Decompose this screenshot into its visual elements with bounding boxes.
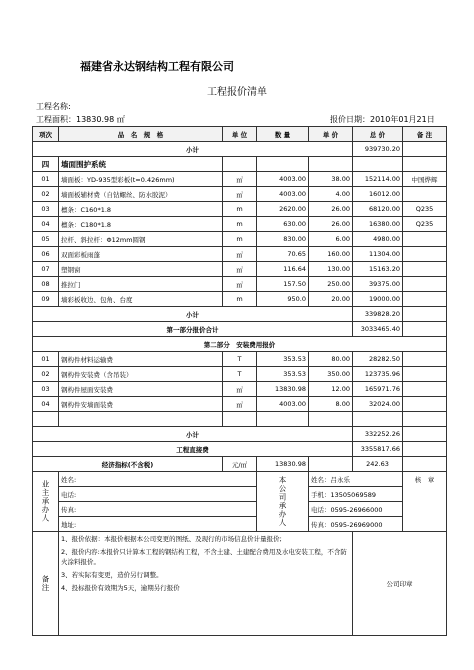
company-seal: 公司印章 (353, 532, 447, 636)
item-total: 16012.00 (353, 187, 403, 202)
header-cell: 数 量 (257, 127, 309, 142)
item-remark (403, 277, 447, 292)
item-unit: T (223, 367, 257, 382)
item-remark (403, 247, 447, 262)
part1-total-value: 3033465.40 (353, 322, 403, 337)
subtotal-label: 小计 (33, 307, 353, 322)
client-fax: 传真: (59, 502, 257, 517)
item-remark (403, 232, 447, 247)
item-unit: m (223, 202, 257, 217)
header-cell: 品 名 规 格 (59, 127, 223, 142)
company-name: 福建省永达钢结构工程有限公司 (80, 60, 234, 73)
item-name: 檩条：C180*1.8 (59, 217, 223, 232)
table-row (33, 172, 447, 187)
part1-total-label: 第一部分报价合计 (33, 322, 353, 337)
table-row (33, 202, 447, 217)
item-unit-price: 26.00 (309, 202, 353, 217)
item-name: 推拉门 (59, 277, 223, 292)
item-remark (403, 187, 447, 202)
item-total: 28282.50 (353, 352, 403, 367)
company-mobile: 手机：13505069589 (309, 487, 403, 502)
item-total: 32024.00 (353, 397, 403, 412)
note-item: 4、投标报价有效期为5天，逾期另行报价 (61, 584, 180, 592)
header-cell: 备 注 (403, 127, 447, 142)
item-remark (403, 397, 447, 412)
seal-label: 核 章 (403, 472, 447, 532)
item-remark: 中国烨辉 (403, 172, 447, 187)
part2-title-row (33, 337, 447, 352)
direct-cost-row (33, 442, 447, 457)
notes-row (33, 532, 447, 636)
company-fax: 传真：0595-26969000 (309, 517, 403, 532)
item-quantity: 353.53 (257, 367, 309, 382)
header-cell: 单 位 (223, 127, 257, 142)
item-number: 06 (33, 247, 59, 262)
econ-value: 242.63 (353, 457, 403, 472)
notes-list (59, 532, 353, 636)
item-quantity: 4003.00 (257, 187, 309, 202)
item-total: 16380.00 (353, 217, 403, 232)
part2-title: 第二部分 安装费用报价 (33, 337, 447, 352)
item-quantity: 4003.00 (257, 172, 309, 187)
item-unit-price: 26.00 (309, 217, 353, 232)
item-unit: ㎡ (223, 397, 257, 412)
subtotal-row (33, 307, 447, 322)
company-phone: 电话：0595-26966000 (309, 502, 403, 517)
item-total: 123735.96 (353, 367, 403, 382)
client-name: 姓名: (59, 472, 257, 487)
header-cell: 项次 (33, 127, 59, 142)
company-side-label: 本公司承办人 (257, 472, 309, 532)
item-name: 墙面板：YD-935型彩板(t=0.426mm) (59, 172, 223, 187)
item-unit-price: 80.00 (309, 352, 353, 367)
item-total: 11304.00 (353, 247, 403, 262)
client-side-label: 业主承办人 (33, 472, 59, 532)
table-header-row (33, 127, 447, 142)
item-quantity: 2620.00 (257, 202, 309, 217)
item-unit: ㎡ (223, 247, 257, 262)
item-name: 檩条：C160*1.8 (59, 202, 223, 217)
item-unit-price: 20.00 (309, 292, 353, 307)
company-contact-name: 姓名：吕永乐 (309, 472, 403, 487)
item-unit-price: 350.00 (309, 367, 353, 382)
item-quantity: 830.00 (257, 232, 309, 247)
contact-row (33, 487, 447, 502)
item-unit-price: 130.00 (309, 262, 353, 277)
project-area: 工程面积：13830.98 ㎡ (36, 115, 125, 124)
item-unit: m (223, 232, 257, 247)
item-name: 双面彩板雨蓬 (59, 247, 223, 262)
item-name: 拉杆、斜拉杆：Φ12mm圆钢 (59, 232, 223, 247)
contact-row (33, 502, 447, 517)
item-number: 02 (33, 187, 59, 202)
item-unit: T (223, 352, 257, 367)
item-name: 钢构件材料运输费 (59, 352, 223, 367)
econ-area: 13830.98 (257, 457, 309, 472)
table-row (33, 352, 447, 367)
wall-items (33, 172, 447, 307)
item-unit-price: 250.00 (309, 277, 353, 292)
item-quantity: 116.64 (257, 262, 309, 277)
quote-table (32, 126, 447, 636)
item-name: 墙彩板收边、包角、台度 (59, 292, 223, 307)
blank-row (33, 412, 447, 427)
section-number: 四 (33, 157, 59, 172)
subtotal-label: 小计 (33, 142, 353, 157)
item-unit: ㎡ (223, 187, 257, 202)
econ-row (33, 457, 447, 472)
item-number: 05 (33, 232, 59, 247)
item-unit: ㎡ (223, 277, 257, 292)
item-remark (403, 382, 447, 397)
item-remark (403, 292, 447, 307)
item-unit: ㎡ (223, 172, 257, 187)
notes-side-label: 备注 (33, 532, 59, 636)
item-number: 04 (33, 397, 59, 412)
table-row (33, 382, 447, 397)
item-number: 01 (33, 172, 59, 187)
item-total: 39375.00 (353, 277, 403, 292)
table-row (33, 232, 447, 247)
item-remark (403, 367, 447, 382)
item-remark (403, 352, 447, 367)
item-unit-price: 160.00 (309, 247, 353, 262)
item-number: 07 (33, 262, 59, 277)
item-number: 02 (33, 367, 59, 382)
contact-row (33, 472, 447, 487)
item-name: 墙面板辅材费（自钻螺丝、防水胶泥） (59, 187, 223, 202)
item-total: 68120.00 (353, 202, 403, 217)
item-number: 04 (33, 217, 59, 232)
part1-total-row (33, 322, 447, 337)
item-number: 03 (33, 382, 59, 397)
item-total: 15163.20 (353, 262, 403, 277)
direct-cost-label: 工程直接费 (33, 442, 353, 457)
client-phone: 电话: (59, 487, 257, 502)
subtotal-value: 939730.20 (353, 142, 403, 157)
item-unit: m (223, 217, 257, 232)
item-quantity: 157.50 (257, 277, 309, 292)
note-item: 1、报价依据：本报价根据本公司变更的图纸、及现行的市场信息价计量报价; (61, 535, 282, 543)
item-number: 08 (33, 277, 59, 292)
project-name-label: 工程名称: (36, 102, 71, 111)
table-row (33, 217, 447, 232)
item-quantity: 950.0 (257, 292, 309, 307)
table-row (33, 367, 447, 382)
item-name: 塑钢窗 (59, 262, 223, 277)
item-total: 165971.76 (353, 382, 403, 397)
item-number: 09 (33, 292, 59, 307)
subtotal-label: 小计 (33, 427, 353, 442)
item-unit: m (223, 292, 257, 307)
item-unit: ㎡ (223, 382, 257, 397)
item-unit-price: 4.00 (309, 187, 353, 202)
note-item: 2、报价内容:本报价只计算本工程的钢结构工程，不含土建、土建配合费用及水电安装工程，不含防火涂料报价。 (61, 548, 347, 566)
section-title: 墙面围护系统 (59, 157, 223, 172)
direct-cost-value: 3355817.66 (353, 442, 403, 457)
item-total: 152114.00 (353, 172, 403, 187)
table-row (33, 247, 447, 262)
item-unit: ㎡ (223, 262, 257, 277)
subtotal-value: 332252.26 (353, 427, 403, 442)
subtotal-row (33, 427, 447, 442)
econ-unit: 元/㎡ (223, 457, 257, 472)
item-unit-price: 12.00 (309, 382, 353, 397)
item-quantity: 70.65 (257, 247, 309, 262)
table-row (33, 397, 447, 412)
item-unit-price: 6.00 (309, 232, 353, 247)
note-item: 3、若实际有变更，造价另行调整。 (61, 571, 163, 579)
item-remark (403, 262, 447, 277)
header-cell: 单 价 (309, 127, 353, 142)
header-cell: 总 价 (353, 127, 403, 142)
client-address: 地址: (59, 517, 257, 532)
item-total: 4980.00 (353, 232, 403, 247)
install-items (33, 352, 447, 412)
subtotal-value: 339828.20 (353, 307, 403, 322)
table-row (33, 292, 447, 307)
item-name: 钢构件安墙面装费 (59, 397, 223, 412)
item-remark: Q235 (403, 217, 447, 232)
item-name: 钢构件屋面安装费 (59, 382, 223, 397)
item-quantity: 353.53 (257, 352, 309, 367)
item-unit-price: 38.00 (309, 172, 353, 187)
item-remark: Q235 (403, 202, 447, 217)
table-row (33, 277, 447, 292)
section-row (33, 157, 447, 172)
quote-date: 报价日期：2010年01月21日 (330, 115, 435, 124)
item-number: 03 (33, 202, 59, 217)
econ-label: 经济指标(不含税) (33, 457, 223, 472)
table-row (33, 262, 447, 277)
contact-row (33, 517, 447, 532)
subtotal-row (33, 142, 447, 157)
item-total: 19000.00 (353, 292, 403, 307)
item-quantity: 630.00 (257, 217, 309, 232)
item-quantity: 4003.00 (257, 397, 309, 412)
item-unit-price: 8.00 (309, 397, 353, 412)
item-quantity: 13830.98 (257, 382, 309, 397)
item-number: 01 (33, 352, 59, 367)
item-name: 钢构件安装费（含吊装） (59, 367, 223, 382)
document-title: 工程报价清单 (207, 87, 267, 98)
table-row (33, 187, 447, 202)
